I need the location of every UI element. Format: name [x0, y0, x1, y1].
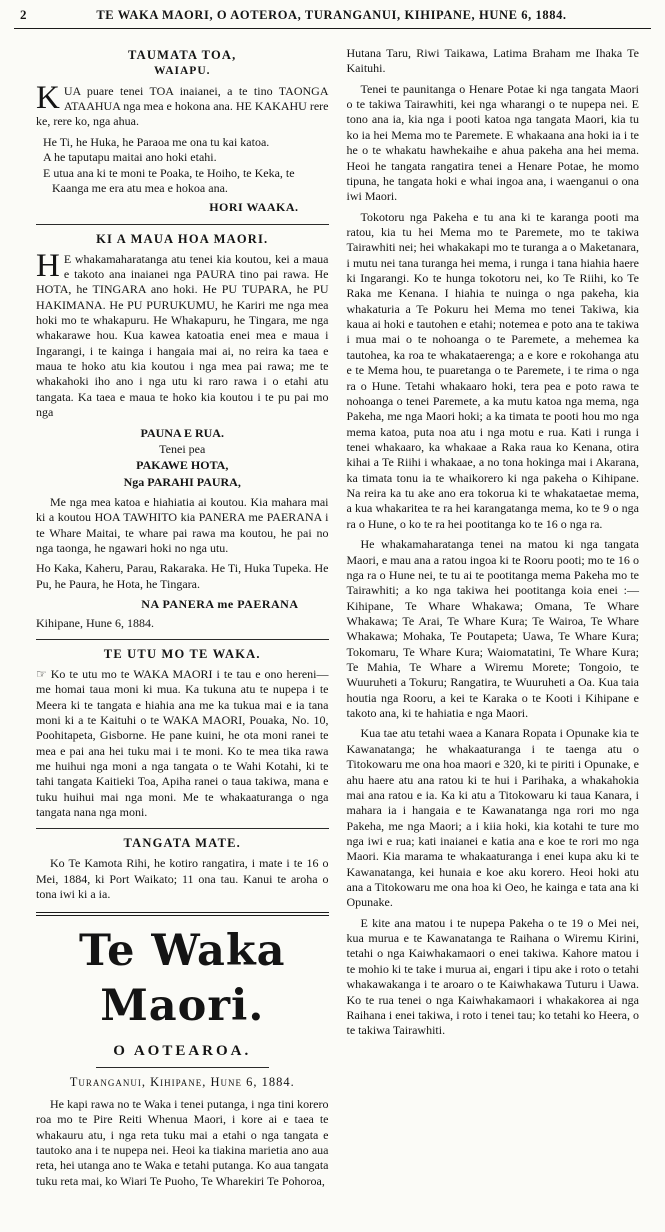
- masthead: [36, 924, 329, 1061]
- paragraph: He whakamaharatanga tenei na matou ki nga tangata Maori, e mau ana a ratou ingoa ki te Rooru pooti; mo te 16 o nga ra o Hune nei, te tu ai te pootitanga mema Pakeha mo te Tairawhiti; a ko nga takiwa hei pootitanga koia enei :—Kihipane, Te Whare Whakawa; Omana, Te Whare Whakawa; Te Arai, Te Whare Kura; Te Wairoa, Te Whare Whakawa; Mohaka, Te Poutapeta; Uawa, Te Whare Kura; Tokomaru, Te Whare Kura; Waiomatatini, Te Whare Kura; Te Mahia, Te Whare a Wiremu Morete; Tongoio, te Wuuruheti a Tokuru; Rangatira, te Wuuruheti a Oa. Kua taia houtia nga Rooru, a kei te Karaka o te Kooti i Kihipane e takoto ana, ki te hahiatia e nga Maori.: [346, 537, 639, 721]
- paper-title: TE WAKA MAORI, O AOTEROA, TURANGANUI, KIHIPANE, HUNE 6, 1884.: [96, 8, 567, 22]
- paragraph: Hutana Taru, Riwi Taikawa, Latima Braham me Ihaka Te Kaituhi.: [346, 46, 639, 76]
- paragraph: Ho Kaka, Kaheru, Parau, Rakaraka. He Ti, Huka Tupeka. He Pu, he Paura, he Hota, he Tingara.: [36, 561, 329, 591]
- divider: [36, 224, 329, 225]
- center-line: Nga PARAHI PAURA,: [123, 474, 241, 489]
- masthead-subtitle: O AOTEAROA.: [113, 1042, 252, 1059]
- column-right: [347, 41, 640, 1194]
- page-number: 2: [20, 7, 27, 22]
- section-heading-te-utu: TE UTU MO TE WAKA.: [103, 646, 261, 661]
- signature: NA PANERA me PAERANA: [141, 597, 299, 612]
- double-divider: [36, 912, 329, 916]
- section-heading-tangata-mate: TANGATA MATE.: [123, 836, 241, 851]
- column-left: [36, 41, 329, 1194]
- paragraph-text: E whakamaharatanga atu tenei kia koutou, kei a maua e takoto ana inaianei nga PAURA tino pai rawa. He HOTA, he TINGARA ano hoki. He PU TUPARA, he PU HAKIMANA. He PU PURUKUMU, he Kariri me nga mea hoki mo te whakapuru. He Whakapuru, he Tingara, me nga whakarawe hou. Kua kawea katoatia enei mea e maua i Ingarangi, i te kainga i hangaia mai ai, no reira ka taea e maua te hoko atu kia koutou i nga mea pai rawa; me te whakahoki iho ano i nga utu ki raro rawa i o etahi atu tangata. Ka taea e maua te hoko kia koutou i te pu pai mo nga: [36, 251, 329, 420]
- masthead-title: Te Waka Maori.: [79, 925, 286, 1031]
- masthead-dateline: Turanganui, Kihipane, Hune 6, 1884.: [69, 1074, 295, 1089]
- divider: [96, 1067, 269, 1068]
- paragraph-text: UA puare tenei TOA inaianei, a te tino TAONGA ATAAHUA nga mea e hokona ana. HE KAKAHU rere ke, rere ko, nga ahua.: [36, 83, 329, 129]
- center-line: Tenei pea: [159, 441, 206, 456]
- paragraph: [36, 667, 329, 821]
- signature: HORI WAAKA.: [209, 200, 299, 215]
- page-header: [0, 0, 665, 26]
- paragraph: Tenei te paunitanga o Henare Potae ki nga tangata Maori o te takiwa Tairawhiti, kei nga wharangi o te nupepa nei. E tono ana ia, kia nga i pooti katoa nga tangata Maori, kia tu ko ia hei Mema mo te Paremete. E whakaana ana hoki ia i te he o te whakatu hawhekaihe e ahua pakeha ana hei mema. Heoi he tangata rangatira tenei a Henare Potae, he momo tipuna, he tangata hoki e whai ingoa ana, i waenganui o ona iwi Maori.: [346, 81, 639, 204]
- center-line: PAKAWE HOTA,: [136, 458, 229, 473]
- paragraph-text: Ko te utu mo te WAKA MAORI i te tau e ono hereni—me homai taua moni ki mua. Ka tukuna atu te nupepa i te Meera ki te tangata e hiahia ana me ka tukua mai e ia tana moni ki a te Kaituhi o te WAKA MAORI, Pouaka, No. 10, Poohitapeta, Gisborne. He pane kuini, he ota moni ranei te mea e pai ana hei tuku mai i te moni. Ko te mea tika rawa me huihui nga moni a nga tangata o te Wahi Kotahi, ki te tahi tangata Kaitieki Toa, Apiha ranei o taua takiwa, mana e tuku huihui mai nga moni. Me te whakaaturanga o nga tangata nana nga moni.: [36, 666, 329, 820]
- list-line: He Ti, he Huka, he Paraoa me ona tu kai katoa.: [43, 134, 270, 149]
- center-line: PAUNA E RUA.: [140, 425, 224, 440]
- divider: [36, 828, 329, 829]
- paragraph: Tokotoru nga Pakeha e tu ana ki te karanga pooti ma ratou, kia tu hei Mema mo te Paremete, mo te takiwa Tairawhiti nei; hei whakakapi mo te turanga a o Maketanara, i mutu nei tana turanga hei mema, i runga i tana hiahia haere ki Ingarangi. Ko te hunga tokotoru nei, ko Te Riihi, ko Te Raka me Kenana. I hiahia te nuinga o nga pakeha, kia whakaturia a Te Pokuru hei Mema mo tenei Takiwa, kia kaua ai hoki e tautohen e etahi; notemea e poto ana te takiwa i mua mai o te nohoanga o te Paremete, a mehemea ka tautohea, ka roa te whakataerenga; a e kore e rokohanga atu e te Mema hou, te puaretanga o te Paremete, i te rima o nga ra o Hune. Tetahi whakaaro hoki, tera pea e poto rawa te nohoanga o tenei Paremete, a ka mutu katoa nga mema, nga Pakeha, me nga Maori hoki; a ka timata te pooti hou mo nga mema katoa, puta noa atu i nga motu e rua. Kati i runga i tenei whakaaro, ka whakaae a Raka raua ko Kenana, otira kihai a Te Riihi i whakaae, a no tona hokinga mai i Akarana, ka timata tonu ia te whaikorero ki nga pakeha o Kihipane. Na reira ka tu ake ano era tokorua ki te whakataetae mema, a kua whakaritea te ra hei karangatanga mema, ko te 9 o nga ra o Hune, o ko te ra hei pootitanga ko te 16 o nga ra.: [346, 209, 639, 531]
- paragraph: Kua tae atu tetahi waea a Kanara Ropata i Opunake kia te Kawanatanga; he whakaaturanga i te taenga atu o Titokowaru me ona hoa maori e 320, ki te piriti i Opunake, e ahu haere atu ana ratou ki te hui i Parihaka, a whakahokia mai ana ratou e ia. Ka ki atu a Titokowaru ki taua Kanara, i mahara ia i hangaia e te Kawanatanga nga rori mo nga Pakeha, me nga Maori; a i kiia hoki, kia kotahi te ture mo nga iwi e rua; kati inaianei e katia ana e koe te rori mo nga Maori. Kia marama te whakaaturanga i enei kupa aku ki te Kawanatanga, kei hunaia e koe aku korero. Heoi hoki atu ana a Titokowaru me ona hoa ki Oeo, he kainga e tata ana ki Opunake.: [346, 726, 639, 910]
- paragraph: E kite ana matou i te nupepa Pakeha o te 19 o Mei nei, kua murua e te Kawanatanga te Raihana o Wiremu Kirini, tetahi o nga Kaiwhakamaori o enei takiwa. Kahore matou i te mohio ki te take i murua ai, engari i tipu ake i roto o tetahi whakawakanga i te aroaro o te Kaiwhakawa Tuturu i Uawa. Ko te rua tenei o nga Kaiwhakamaori i whakakorea ai nga Raihana i enei takiwa, i roto i tenei tau; ko tetahi ko Heera, o te takiwa Tairawhiti.: [346, 915, 639, 1038]
- paragraph: He kapi rawa no te Waka i tenei putanga, i nga tini korero roa mo te Pire Reiti Whenua Maori, i kore ai e taea te whakauru atu, i nga reta tuku mai a etahi o nga tangata e tautoko ana i te nupepa nei. Heoi ka tiakina marietia ano aua reta, hei utanga ano te Waka e tetahi putanga. Ko aua tangata tuku reta mai, ko Wiari Te Puoho, Te Wharekiri Te Pohoroa,: [36, 1096, 329, 1188]
- divider: [36, 639, 329, 640]
- list-line: A he taputapu maitai ano hoki etahi.: [43, 150, 217, 165]
- dateline: Kihipane, Hune 6, 1884.: [36, 615, 154, 630]
- paragraph: [36, 247, 329, 421]
- paragraph: Me nga mea katoa e hiahiatia ai koutou. Kia mahara mai ki a koutou HOA TAWHITO kia PANERA me PAERANA i te Whare Maitai, te whare pai rawa ma koutou, he pai no nga taonga, he ngawari hoki no nga utu.: [36, 494, 329, 556]
- section-heading-taumata-toa: TAUMATA TOA,: [128, 48, 237, 62]
- drop-cap: K: [36, 79, 60, 116]
- paragraph: Ko Te Kamota Rihi, he kotiro rangatira, i mate i te 16 o Mei, 1884, ki Port Waikato; 11 ona tau. Kanui te aroha o tona iwi ki a ia.: [36, 856, 329, 902]
- list-line: E utua ana ki te moni te Poaka, te Hoiho, te Keka, te Kaanga me era atu mea e hokoa ana.: [43, 165, 295, 195]
- section-heading-hoa-maori: KI A MAUA HOA MAORI.: [96, 231, 269, 246]
- drop-cap: H: [36, 247, 60, 284]
- paragraph: [36, 79, 329, 130]
- pointing-hand-icon: ☞: [36, 666, 47, 681]
- section-subheading-waiapu: WAIAPU.: [153, 65, 211, 77]
- columns-container: [0, 29, 665, 1194]
